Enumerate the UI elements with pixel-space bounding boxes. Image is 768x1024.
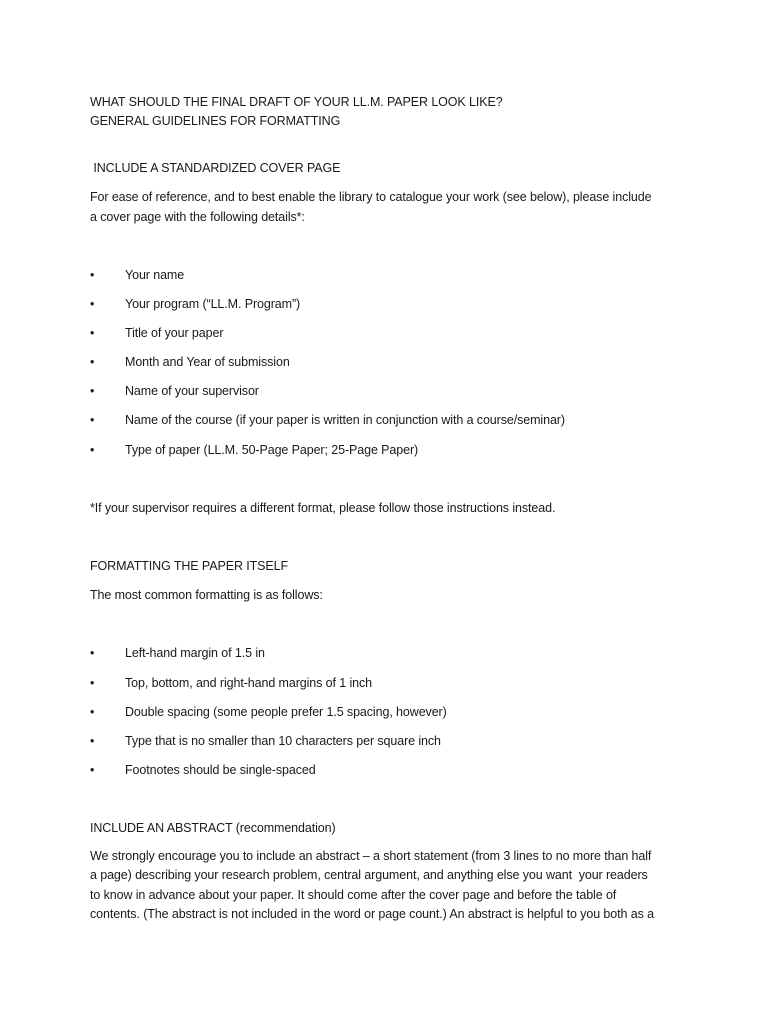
list-item-text: Name of your supervisor [125, 384, 259, 398]
abstract-paragraph-line: to know in advance about your paper. It should come after the cover page and before the table of [90, 888, 617, 902]
bullet-icon: • [90, 763, 95, 777]
list-item-text: Top, bottom, and right-hand margins of 1 inch [125, 676, 373, 690]
bullet-icon: • [90, 443, 95, 457]
list-item-text: Month and Year of submission [125, 355, 290, 369]
list-item-text: Left-hand margin of 1.5 in [125, 646, 265, 660]
bullet-icon: • [90, 734, 95, 748]
cover-intro-line-2: a cover page with the following details*: [90, 210, 305, 224]
abstract-paragraph-line: We strongly encourage you to include an abstract – a short statement (from 3 lines to no more than half [90, 849, 652, 863]
section-heading-formatting: FORMATTING THE PAPER ITSELF [90, 559, 289, 573]
bullet-icon: • [90, 355, 95, 369]
list-item-text: Footnotes should be single-spaced [125, 763, 316, 777]
list-item-text: Type that is no smaller than 10 characters per square inch [125, 734, 441, 748]
cover-footnote: *If your supervisor requires a different format, please follow those instructions instead. [90, 501, 556, 515]
list-item-text: Type of paper (LL.M. 50-Page Paper; 25-Page Paper) [125, 443, 419, 457]
bullet-icon: • [90, 705, 95, 719]
list-item-text: Your program (“LL.M. Program”) [125, 297, 301, 311]
bullet-icon: • [90, 646, 95, 660]
list-item-text: Name of the course (if your paper is written in conjunction with a course/seminar) [125, 413, 565, 427]
bullet-icon: • [90, 413, 95, 427]
bullet-icon: • [90, 384, 95, 398]
document-title: WHAT SHOULD THE FINAL DRAFT OF YOUR LL.M. PAPER LOOK LIKE? [90, 95, 503, 109]
bullet-icon: • [90, 326, 95, 340]
document-subtitle: GENERAL GUIDELINES FOR FORMATTING [90, 114, 341, 128]
section-heading-abstract: INCLUDE AN ABSTRACT (recommendation) [90, 821, 336, 835]
list-item-text: Your name [125, 268, 185, 282]
formatting-intro: The most common formatting is as follows: [90, 588, 323, 602]
bullet-icon: • [90, 676, 95, 690]
section-heading-cover-page: INCLUDE A STANDARDIZED COVER PAGE [90, 161, 341, 175]
bullet-icon: • [90, 268, 95, 282]
abstract-paragraph-line: contents. (The abstract is not included in the word or page count.) An abstract is helpful to you both as a [90, 907, 654, 921]
list-item-text: Double spacing (some people prefer 1.5 spacing, however) [125, 705, 447, 719]
abstract-paragraph-line: a page) describing your research problem, central argument, and anything else you want your readers [90, 868, 648, 882]
list-item-text: Title of your paper [125, 326, 224, 340]
cover-intro-line-1: For ease of reference, and to best enable the library to catalogue your work (see below), please include [90, 190, 652, 204]
bullet-icon: • [90, 297, 95, 311]
